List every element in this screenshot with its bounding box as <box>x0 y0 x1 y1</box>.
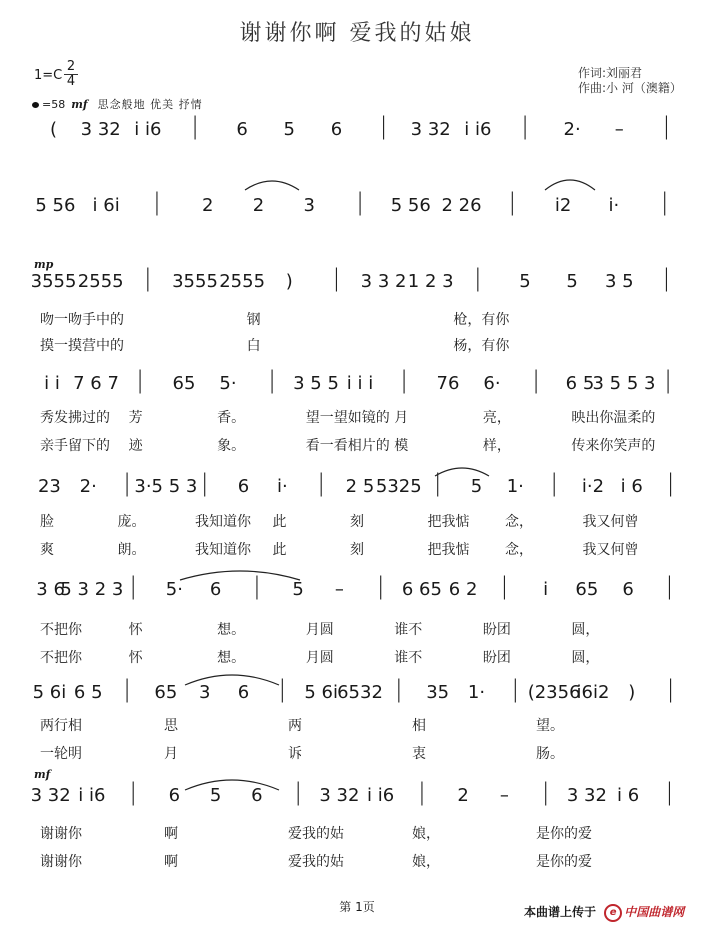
lyric-syllables: 相 <box>412 718 426 734</box>
note-group: 2· <box>563 119 581 140</box>
barline: | <box>129 778 138 806</box>
dynamic-mf: mf <box>34 768 51 781</box>
barline: | <box>190 112 200 140</box>
barline: | <box>399 366 409 394</box>
lyric-syllables: 白 <box>246 338 261 354</box>
lyric-syllables: 庞。 <box>117 514 146 530</box>
lyric-syllables: 爱我的姑 <box>288 826 344 842</box>
note-group: 3 32 <box>319 785 360 806</box>
note-group: 3555 <box>172 271 218 292</box>
lyric-syllables: 把我惦 <box>427 542 470 558</box>
lyric-syllables: 我知道你 <box>195 542 251 558</box>
barline: | <box>200 469 209 497</box>
time-signature-top: 2 <box>66 59 76 74</box>
note-group: 2 5 <box>345 476 375 497</box>
note-group: 3 3 2 <box>360 271 407 292</box>
note-group: i·2 <box>581 476 605 497</box>
note-group: 3 32 <box>30 785 71 806</box>
upload-text: 本曲谱上传于 <box>524 905 597 919</box>
note-group: ) <box>628 682 636 703</box>
barline: | <box>278 675 287 703</box>
note-group: 5 56 <box>390 195 431 216</box>
barline: | <box>500 572 509 600</box>
lyric-syllables: 是你的爱 <box>536 854 592 870</box>
lyric-syllables: 香。 <box>217 410 246 426</box>
note-group: 5 6i <box>304 682 338 703</box>
note-group: 6 65 <box>401 579 442 600</box>
note-group: 2555 <box>219 271 266 292</box>
note-group: 2555 <box>77 271 124 292</box>
barline: | <box>473 264 482 292</box>
lyric-syllables: 思 <box>164 718 178 734</box>
key-signature: 1=C <box>34 68 63 83</box>
lyric-syllables: 念， <box>505 542 533 558</box>
note-group: 5 <box>519 271 531 292</box>
upload-notice <box>524 903 684 922</box>
note-group: i6i2 <box>576 682 610 703</box>
note-group: 2 <box>252 195 265 216</box>
lyric-syllables: 谁不 <box>394 650 423 666</box>
dynamic-mark: mf <box>71 98 88 111</box>
barline: | <box>143 264 152 292</box>
note-group: 5 <box>566 271 578 292</box>
expression-text: 思念般地 优美 抒情 <box>97 98 203 111</box>
note-group: 1 2 3 <box>407 271 454 292</box>
note-group: 35 <box>426 682 450 703</box>
note-group: – <box>614 119 624 140</box>
lyric-syllables: 不把你 <box>40 650 82 666</box>
tempo-bpm: =58 <box>42 98 66 111</box>
barline: | <box>511 675 520 703</box>
note-group: 76 <box>436 373 460 394</box>
note-group: 3 <box>303 195 315 216</box>
lyric-syllables: 我又何曾 <box>582 514 639 530</box>
lyric-syllables: 圆， <box>571 622 600 638</box>
lyric-syllables: 钢 <box>246 312 261 328</box>
lyric-syllables: 是你的爱 <box>536 826 592 842</box>
lyric-syllables: 亮， <box>482 410 511 426</box>
lyric-syllables: 芳 <box>128 410 143 426</box>
site-name: 中国曲谱网 <box>624 905 685 919</box>
barline: | <box>123 469 132 497</box>
note-group: 5 56 <box>35 195 76 216</box>
note-group: 6 <box>251 785 263 806</box>
lyric-syllables: 肠。 <box>536 746 564 762</box>
note-group: ( <box>50 119 58 140</box>
lyric-syllables: 我又何曾 <box>582 542 639 558</box>
note-group: 6 <box>237 476 250 497</box>
note-group: 6 5 <box>565 373 595 394</box>
note-group: 5 3 2 3 <box>60 579 124 600</box>
note-group: 65 <box>154 682 178 703</box>
lyric-syllables: 望一望如镜的 <box>305 410 390 426</box>
lyric-syllables: 迹 <box>128 438 143 454</box>
lyric-syllables: 念， <box>505 514 533 530</box>
note-group: 3555 <box>30 271 77 292</box>
lyric-syllables: 啊 <box>164 826 178 842</box>
barline: | <box>252 572 261 600</box>
note-group: 6 <box>622 579 634 600</box>
lyricist: 作词:刘丽君 <box>578 66 643 80</box>
note-group: – <box>499 785 509 806</box>
dynamic-mp: mp <box>34 258 54 271</box>
lyric-syllables: 模 <box>394 438 409 454</box>
lyric-syllables: 月圆 <box>305 650 334 666</box>
lyric-syllables: 吻一吻手中的 <box>40 312 124 328</box>
note-group: ) <box>285 271 293 292</box>
lyric-syllables: 圆， <box>571 650 600 666</box>
note-group: 3·5 5 3 <box>134 476 198 497</box>
note-group: 6 <box>168 785 181 806</box>
lyric-syllables: 枪，有你 <box>453 312 510 328</box>
lyric-syllables: 不把你 <box>40 622 82 638</box>
lyric-syllables: 想。 <box>217 622 246 638</box>
lyric-syllables: 谁不 <box>394 622 423 638</box>
lyric-syllables: 亲手留下的 <box>40 438 110 454</box>
barline: | <box>550 469 559 497</box>
note-group: 3 6 <box>36 579 65 600</box>
barline: | <box>332 264 341 292</box>
page-number: 第 1页 <box>339 900 375 914</box>
note-group: 2 26 <box>441 195 482 216</box>
barline: | <box>531 366 541 394</box>
lyric-syllables: 此 <box>272 542 287 558</box>
note-group: 23 <box>37 476 61 497</box>
barline: | <box>433 469 442 497</box>
lyric-syllables: 衷 <box>412 746 426 762</box>
lyric-syllables: 一轮明 <box>40 746 82 762</box>
note-group: 2 <box>201 195 214 216</box>
lyric-syllables: 爱我的姑 <box>288 854 344 870</box>
lyric-syllables: 望。 <box>536 718 564 734</box>
lyric-syllables: 想。 <box>217 650 246 666</box>
note-group: 6 <box>330 119 343 140</box>
lyric-syllables: 刻 <box>350 542 364 558</box>
barline: | <box>660 188 669 216</box>
note-group: i 6 <box>617 785 640 806</box>
note-group: 5 <box>470 476 483 497</box>
note-group: i i i <box>346 373 374 394</box>
lyric-syllables: 刻 <box>350 514 364 530</box>
note-group: 3 5 <box>604 271 634 292</box>
note-group: 3 <box>198 682 211 703</box>
site-logo-icon: e <box>604 904 622 922</box>
lyric-syllables: 怀 <box>128 650 143 666</box>
note-group: (2356 <box>527 682 581 703</box>
note-group: i2 <box>554 195 572 216</box>
note-group: 65 <box>172 373 196 394</box>
lyric-syllables: 此 <box>272 514 287 530</box>
note-group: 6 <box>237 682 250 703</box>
time-signature-bottom: 4 <box>66 74 76 89</box>
barline: | <box>135 366 145 394</box>
lyric-syllables: 两行相 <box>40 718 82 734</box>
note-group: i· <box>608 195 620 216</box>
lyric-syllables: 月圆 <box>305 622 334 638</box>
note-group: 3 5 5 3 <box>592 373 656 394</box>
barline: | <box>129 572 138 600</box>
note-group: 1· <box>467 682 486 703</box>
lyric-syllables: 诉 <box>288 746 302 762</box>
note-group: 6532 <box>337 682 383 703</box>
note-group: 3 32 <box>410 119 451 140</box>
barline: | <box>662 264 671 292</box>
note-group: i i <box>44 373 60 394</box>
note-group: i· <box>276 476 288 497</box>
lyric-syllables: 谢谢你 <box>40 854 82 870</box>
barline: | <box>123 675 132 703</box>
lyric-syllables: 传来你笑声的 <box>571 438 656 454</box>
note-group: 5· <box>219 373 237 394</box>
barline: | <box>520 112 530 140</box>
note-group: i i6 <box>367 785 395 806</box>
barline: | <box>666 675 675 703</box>
song-title: 谢谢你啊 爱我的姑娘 <box>239 21 475 46</box>
barline: | <box>394 675 403 703</box>
note-group: 3 32 <box>566 785 607 806</box>
barline: | <box>665 778 674 806</box>
lyric-syllables: 象。 <box>217 438 246 454</box>
lyric-syllables: 怀 <box>128 622 143 638</box>
note-group: i i6 <box>464 119 492 140</box>
lyric-syllables: 月 <box>394 410 409 426</box>
note-group: 6 5 <box>73 682 103 703</box>
note-group: 5325 <box>375 476 422 497</box>
note-group: i 6i <box>92 195 120 216</box>
lyric-syllables: 娘， <box>412 826 440 842</box>
lyric-syllables: 谢谢你 <box>40 826 82 842</box>
note-group: 5· <box>165 579 183 600</box>
note-group: 6 <box>236 119 248 140</box>
note-group: 5 <box>209 785 222 806</box>
barline: | <box>663 366 673 394</box>
lyric-syllables: 把我惦 <box>427 514 470 530</box>
composer: 作曲:小 河（澳籍） <box>578 81 682 95</box>
barline: | <box>665 572 674 600</box>
note-group: 7 6 7 <box>73 373 119 394</box>
barline: | <box>417 778 426 806</box>
lyric-syllables: 我知道你 <box>195 514 251 530</box>
note-group: 6 2 <box>448 579 478 600</box>
lyric-syllables: 秀发拂过的 <box>40 410 110 426</box>
note-group: 2· <box>79 476 97 497</box>
note-group: i i6 <box>134 119 162 140</box>
note-group: 3 32 <box>80 119 121 140</box>
lyric-syllables: 啊 <box>164 854 178 870</box>
barline: | <box>294 778 303 806</box>
lyric-syllables: 娘， <box>412 854 440 870</box>
note-group: 1· <box>506 476 524 497</box>
note-group: i i6 <box>78 785 106 806</box>
barline: | <box>662 112 671 140</box>
lyric-syllables: 月 <box>164 746 178 762</box>
barline: | <box>317 469 326 497</box>
lyric-syllables: 样， <box>482 438 511 454</box>
barline: | <box>267 366 277 394</box>
lyric-syllables: 爽 <box>40 542 54 558</box>
note-group: i 6 <box>620 476 643 497</box>
barline: | <box>152 188 161 216</box>
barline: | <box>666 469 675 497</box>
lyric-syllables: 摸一摸营中的 <box>40 338 124 354</box>
lyric-syllables: 杨，有你 <box>453 338 510 354</box>
lyric-syllables: 盼团 <box>482 622 511 638</box>
lyric-syllables: 盼团 <box>482 650 511 666</box>
note-group: 2 <box>457 785 469 806</box>
note-group: 6· <box>483 373 501 394</box>
lyric-syllables: 看一看相片的 <box>305 438 390 454</box>
lyric-syllables: 映出你温柔的 <box>571 410 656 426</box>
barline: | <box>508 188 517 216</box>
note-group: 5 <box>292 579 304 600</box>
note-group: 6 <box>209 579 222 600</box>
note-group: 5 6i <box>32 682 67 703</box>
lyric-syllables: 两 <box>288 718 302 734</box>
site-logo <box>604 903 684 922</box>
barline: | <box>379 112 388 140</box>
barline: | <box>355 188 365 216</box>
note-group: 5 <box>283 119 296 140</box>
note-group: – <box>334 579 344 600</box>
note-group: i <box>543 579 549 600</box>
note-group: 65 <box>575 579 599 600</box>
note-group: 3 5 5 <box>293 373 339 394</box>
barline: | <box>541 778 550 806</box>
barline: | <box>376 572 385 600</box>
lyric-syllables: 朗。 <box>117 542 146 558</box>
lyric-syllables: 脸 <box>40 514 54 530</box>
